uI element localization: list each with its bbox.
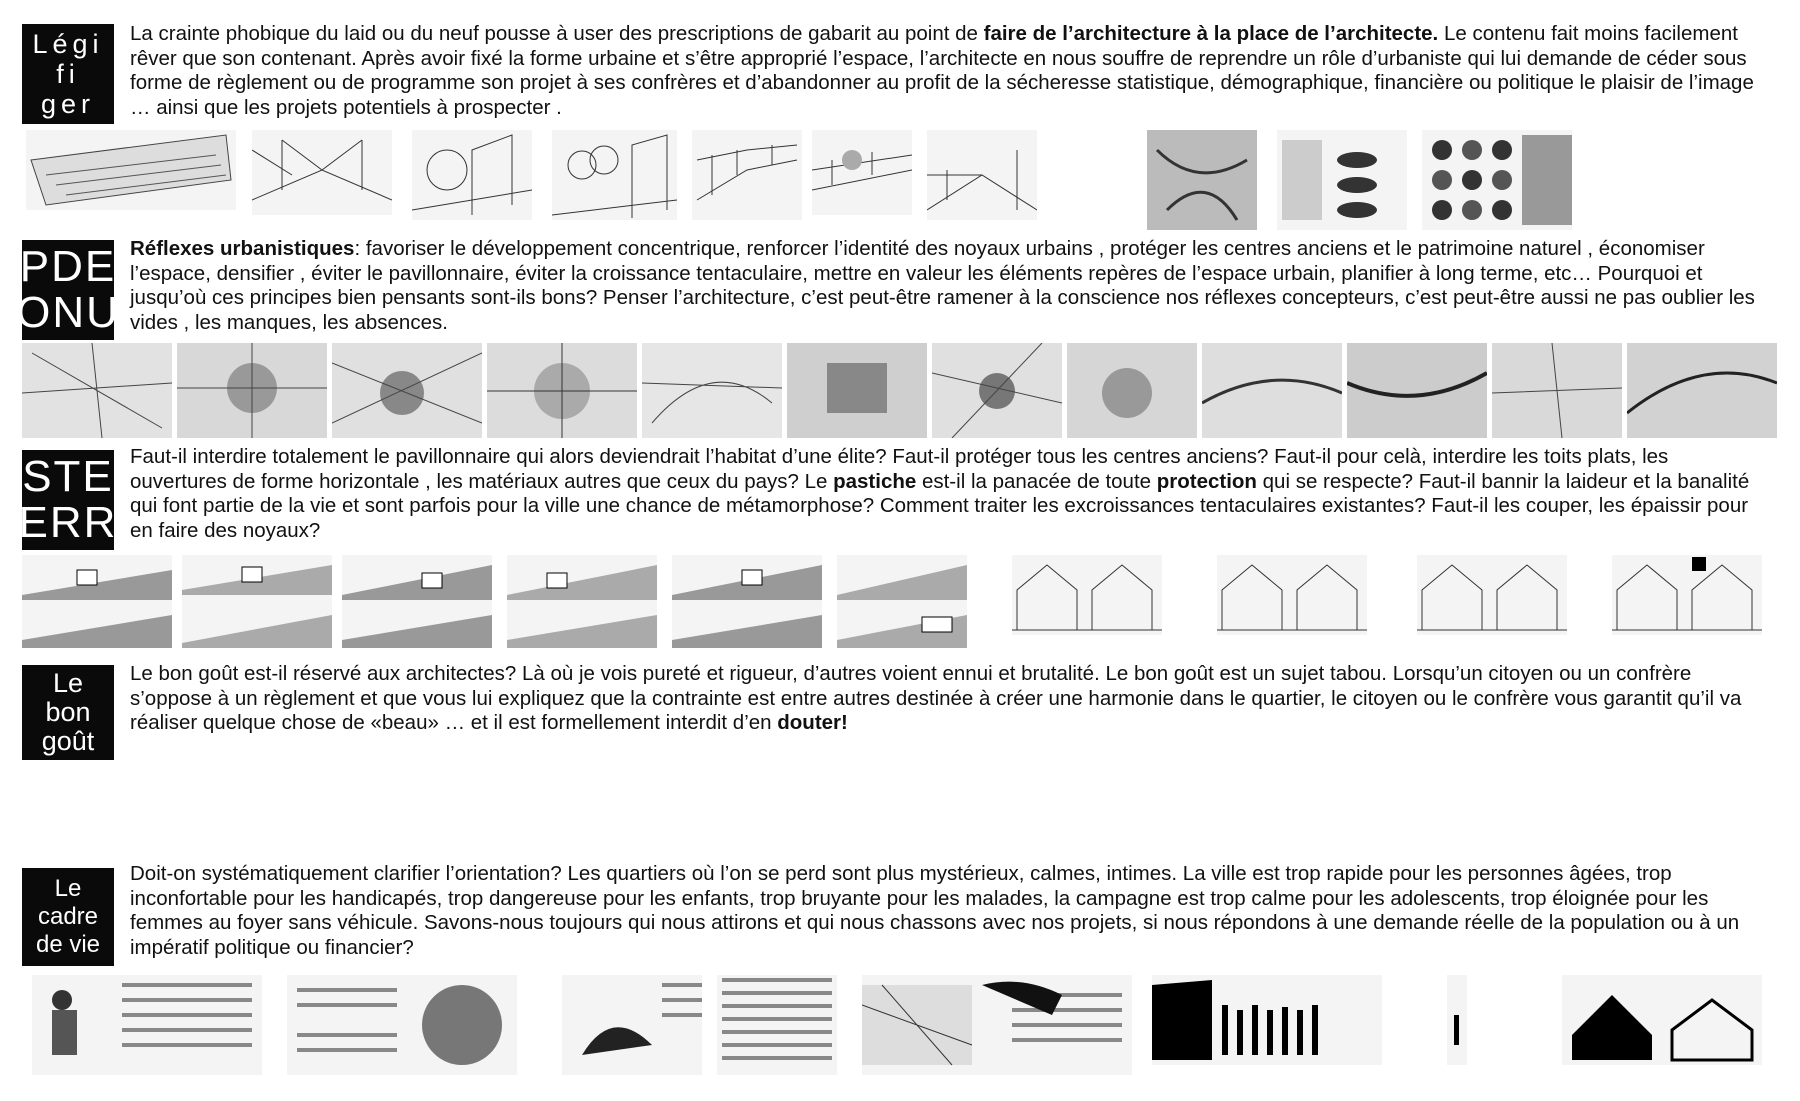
perspective-sketch <box>927 130 1037 220</box>
pie-charts-grid <box>1422 130 1572 230</box>
section-label-steerr <box>18 450 118 550</box>
label-line: de vie <box>35 931 101 958</box>
collage-houses <box>1562 975 1762 1065</box>
terrain-section <box>507 555 657 648</box>
urban-map <box>22 343 172 438</box>
urban-map <box>1202 343 1342 438</box>
collage-figure <box>1447 975 1467 1065</box>
urban-map <box>932 343 1062 438</box>
section-text-bon-gout: Le bon goût est-il réservé aux architectes? Là où je vois pureté et rigueur, d’autres voient ennui et brutalité. Le bon goût est un sujet tabou. Lorsqu’un citoyen ou un confrère s’oppose à un règlement et que vous lui expliquez que la contrainte est entre autres destinée à créer une harmonie dans le quartier, le citoyen ou le confrère vous garantit qu’il va réaliser quelque chose de «beau» … et il est formellement interdit d’en douter! <box>130 662 1742 734</box>
urban-map <box>177 343 327 438</box>
architectural-sketch <box>26 130 236 210</box>
label-line: goût <box>41 726 95 756</box>
section-text-cadre-de-vie: Doit-on systématiquement clarifier l’orientation? Les quartiers où l’on se perd sont plus mystérieux, calmes, intimes. La ville est trop rapide pour les personnes âgées, trop inconfortable pour les handicapés, trop dangereuse pour les enfants, trop bruyante pour les malades, la campagne est trop calme pour les adolescents, trop éloignée pour les femmes au foyer sans véhicule. Savons-nous toujours qui nous attirons et qui nous chassons avec nos projets, si nous répondons à une demande réelle de la population ou à un impératif politique ou financier? <box>130 862 1740 959</box>
section-text-pdeonu: Réflexes urbanistiques: favoriser le développement concentrique, renforcer l’identité des noyaux urbains , protéger les centres anciens et le patrimoine naturel , économiser l’espace, densifier , éviter le pavillonnaire, éviter la croissance tentaculaire, mettre en valeur les éléments repères de l’espace urbain, planifier à long terme, etc… Pourquoi et jusqu’où ces principes bien pensants sont-ils bons? Penser l’architecture, c’est peut-être ramener à la conscience nos réflexes concepteurs, c’est peut-être aussi ne pas oublier les vides , les manques, les absences. <box>130 237 1755 334</box>
perspective-sketch <box>552 130 677 220</box>
urban-map <box>1492 343 1622 438</box>
label-line: ger <box>40 89 96 119</box>
collage-figure <box>562 975 702 1075</box>
house-section-drawing <box>1417 555 1567 635</box>
label-line: STE <box>22 452 114 501</box>
label-line: ONU <box>16 288 120 337</box>
urban-map <box>487 343 637 438</box>
image-strip-sections <box>22 555 1782 650</box>
urban-map <box>1067 343 1197 438</box>
collage-figure <box>32 975 262 1075</box>
label-line: Le <box>54 875 82 902</box>
section-label-cadre-de-vie <box>22 868 114 966</box>
label-line: fi <box>56 59 80 89</box>
urban-map <box>1627 343 1777 438</box>
collage-silhouettes <box>1152 975 1382 1065</box>
perspective-sketch <box>812 130 912 215</box>
urban-map <box>642 343 782 438</box>
perspective-sketch <box>692 130 802 220</box>
section-text-steerr: Faut-il interdire totalement le pavillonnaire qui alors deviendrait l’habitat d’une élite? Faut-il protéger tous les centres anciens? Faut-il pour celà, interdire les toits plats, les ouvertures de forme horizontale , les matériaux autres que ceux du pays? Le pastiche est-il la panacée de toute protection qui se respecte? Faut-il bannir la laideur et la banalité qui font partie de la vie et sont parfois pour la ville une chance de métamorphose? Comment traiter les excroissances tentaculaires existantes? Faut-il les couper, les épaissir pour en faire des noyaux? <box>130 445 1750 542</box>
perspective-sketch <box>412 130 532 220</box>
label-line: cadre <box>37 903 99 930</box>
terrain-section <box>837 555 967 648</box>
label-line: Le <box>52 668 84 698</box>
section-label-pdeonu <box>16 240 120 340</box>
house-section-drawing <box>1217 555 1367 635</box>
urban-map <box>787 343 927 438</box>
collage-figure <box>717 975 837 1075</box>
terrain-section <box>672 555 822 648</box>
house-section-drawing <box>1012 555 1162 635</box>
section-label-bon-gout <box>22 665 114 760</box>
image-strip-sketches <box>22 130 1782 245</box>
image-strip-collage <box>22 975 1782 1085</box>
urban-map <box>332 343 482 438</box>
section-text-legiferer: La crainte phobique du laid ou du neuf pousse à user des prescriptions de gabarit au point de faire de l’architecture à la place de l’architecte. Le contenu fait moins facilement rêver que son contenant. Après avoir fixé la forme urbaine et s’être approprié l’espace, l’architecte en nous souffre de reprendre un rôle d’urbaniste qui lui demande de céder sous forme de règlement ou de programme son projet à ses confrères et d’abandonner au profit de la sécheresse statistique, démographique, financière ou politique le plaisir de l’image … ainsi que les projets potentiels à prospecter . <box>130 22 1754 119</box>
label-line: PDE <box>19 242 117 291</box>
section-label-legiferer <box>22 24 114 124</box>
collage-figure <box>287 975 517 1075</box>
label-line: bon <box>45 697 91 727</box>
label-line: Légi <box>32 29 104 59</box>
image-strip-urban-maps <box>22 343 1782 443</box>
diagram-chart <box>1277 130 1407 230</box>
perspective-sketch <box>252 130 392 215</box>
label-line: ERR <box>18 498 118 547</box>
urban-map <box>1347 343 1487 438</box>
terrain-section <box>342 555 492 648</box>
terrain-section <box>182 555 332 648</box>
aerial-map <box>1147 130 1257 230</box>
house-section-drawing <box>1612 555 1762 635</box>
collage-map <box>862 975 1132 1075</box>
terrain-section <box>22 555 172 648</box>
